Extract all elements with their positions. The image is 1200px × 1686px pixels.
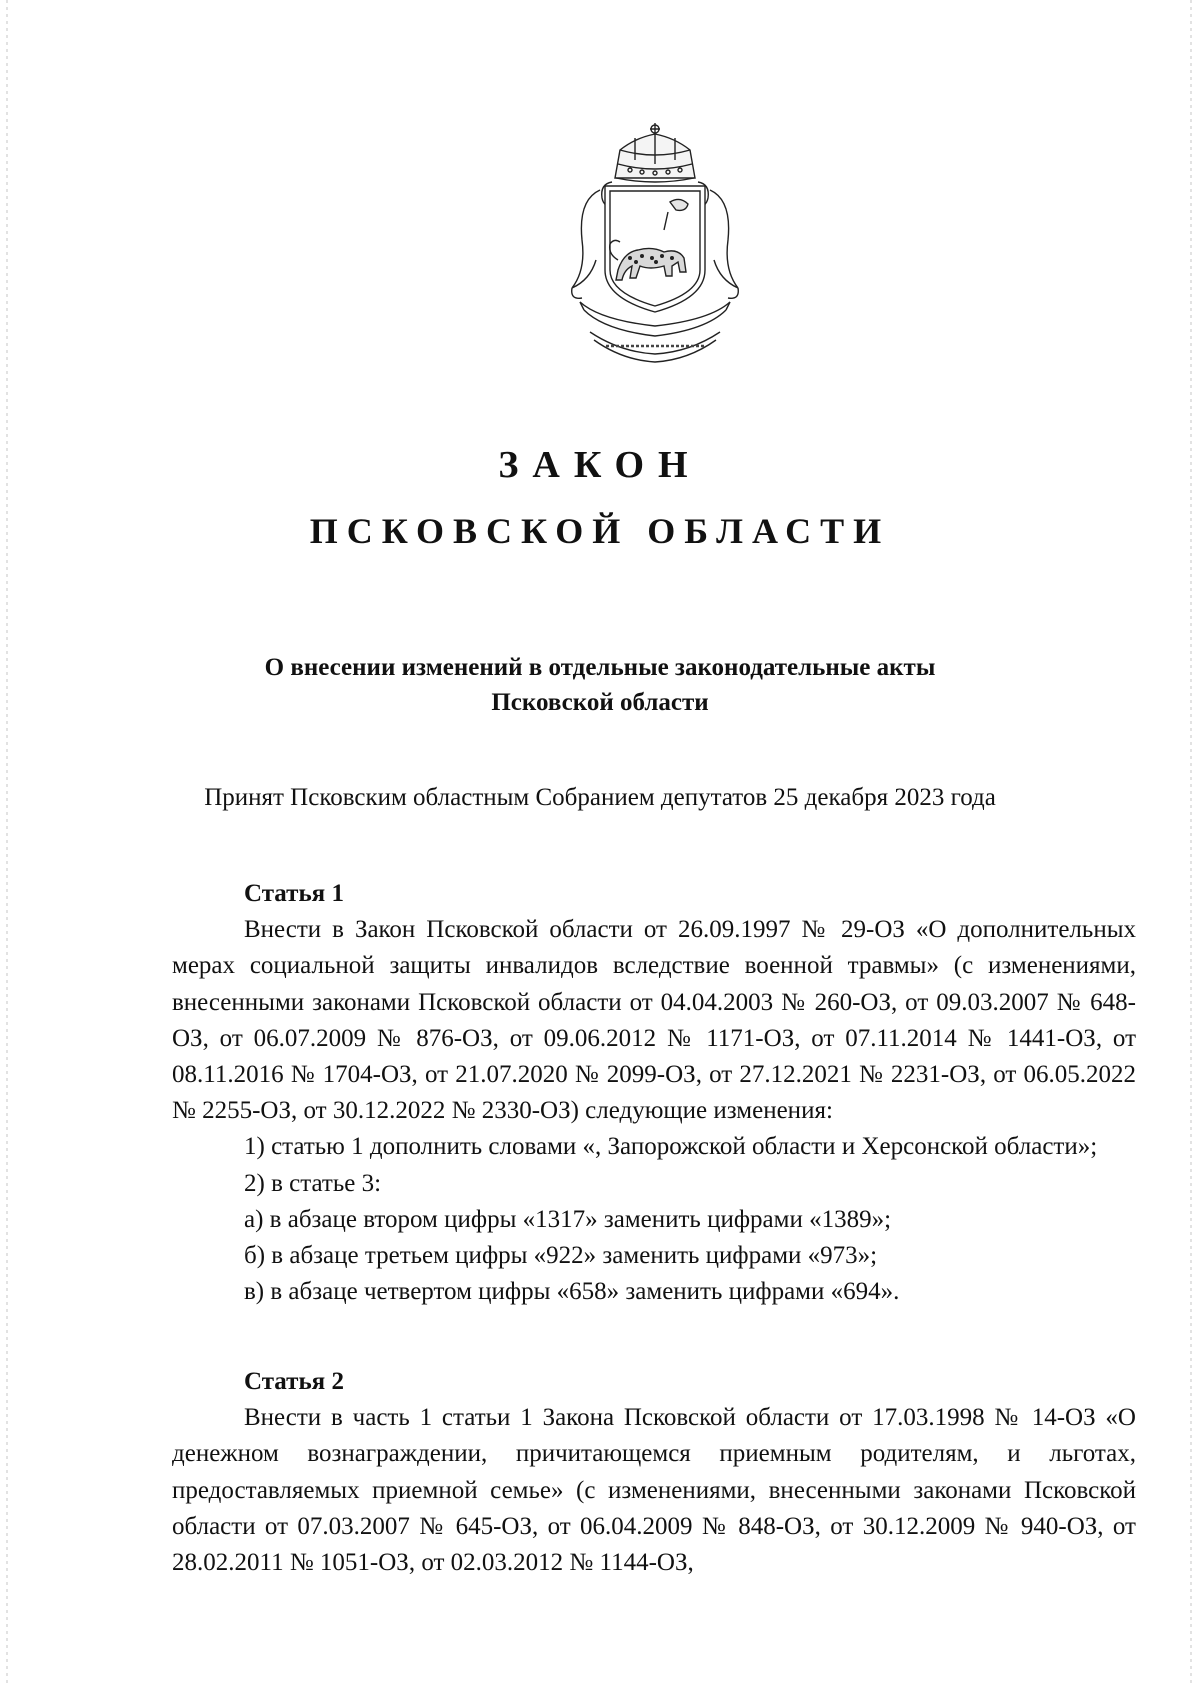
scan-edge-left [6, 0, 8, 1686]
scan-edge-right [1190, 0, 1192, 1686]
article-heading: Статья 2 [244, 1368, 344, 1395]
article-intro: Внести в Закон Псковской области от 26.09.1997 № 29-ОЗ «О дополнительных мерах социальной защиты инвалидов вследствие военной травмы» (с изменениями, внесенными законами Псковской области от 04.04.2003 № 260-ОЗ, от 09.03.2007 № 648-ОЗ, от 06.07.2009 № 876-ОЗ, от 09.06.2012 № 1171-ОЗ, от 07.11.2014 № 1441-ОЗ, от 08.11.2016 № 1704-ОЗ, от 21.07.2020 № 2099-ОЗ, от 27.12.2021 № 2231-ОЗ, от 06.05.2022 № 2255-ОЗ, от 30.12.2022 № 2330-ОЗ) следующие изменения: [172, 916, 1136, 1125]
list-item: 1) статью 1 дополнить словами «, Запорожской области и Херсонской области»; [244, 1133, 1098, 1161]
list-item: а) в абзаце втором цифры «1317» заменить цифрами «1389»; [244, 1205, 892, 1233]
article-heading: Статья 1 [244, 880, 344, 907]
article-intro: Внести в часть 1 статьи 1 Закона Псковской области от 17.03.1998 № 14-ОЗ «О денежном вознаграждении, причитающемся приемным родителям, и льготах, предоставляемых приемной семье» (с изменениями, внесенными законами Псковской области от 07.03.2007 № 645-ОЗ, от 06.04.2009 № 848-ОЗ, от 30.12.2009 № 940-ОЗ, от 28.02.2011 № 1051-ОЗ, от 02.03.2012 № 1144-ОЗ, [172, 1404, 1136, 1577]
pskov-coat-of-arms-icon [560, 120, 750, 365]
document-region: ПСКОВСКОЙ ОБЛАСТИ [309, 511, 891, 551]
article-2 [172, 1364, 1136, 1581]
list-item: 2) в статье 3: [244, 1169, 382, 1197]
list-item: в) в абзаце четвертом цифры «658» заменить цифрами «694». [244, 1278, 900, 1306]
document-title: ЗАКОН [498, 444, 702, 486]
document-subject [0, 650, 1200, 720]
subject-line-1: О внесении изменений в отдельные законодательные акты [264, 654, 936, 681]
list-item: б) в абзаце третьем цифры «922» заменить цифрами «973»; [244, 1242, 878, 1270]
subject-line-2: Псковской области [491, 689, 709, 716]
adoption-statement: Принят Псковским областным Собранием депутатов 25 декабря 2023 года [204, 784, 996, 811]
article-1 [172, 876, 1136, 1310]
